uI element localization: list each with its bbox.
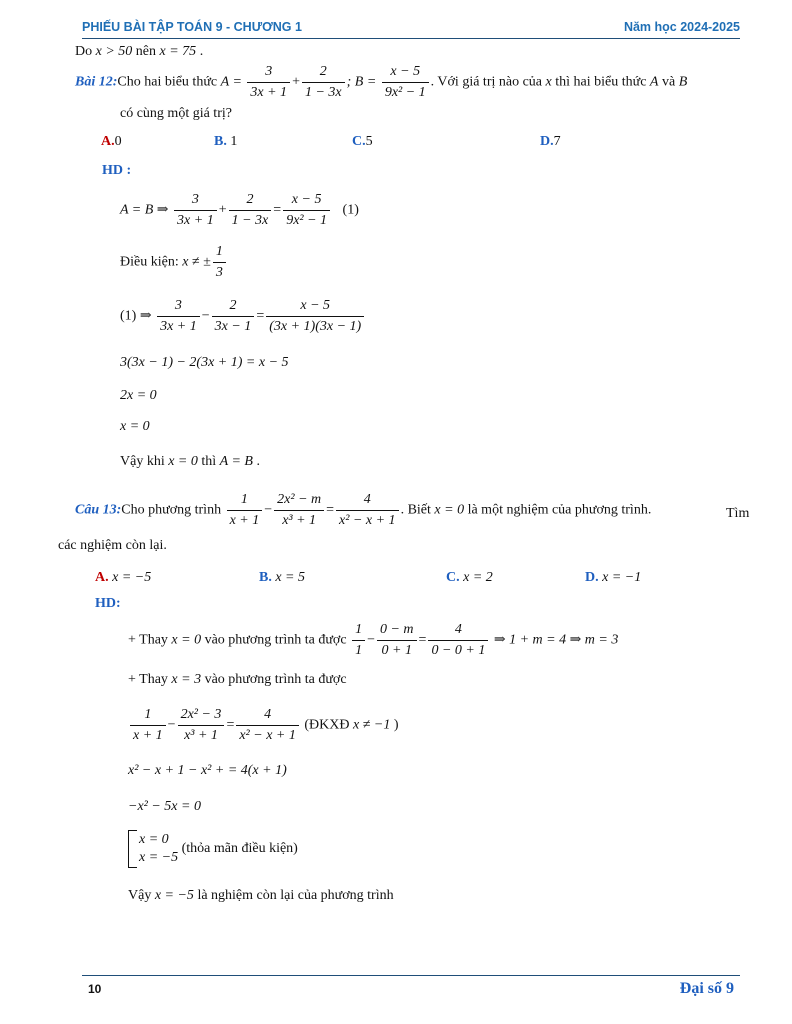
equation-line: 2x = 0 [120, 388, 157, 403]
problem-label: Bài 12: [75, 74, 118, 90]
header-title: PHIẾU BÀI TẬP TOÁN 9 - CHƯƠNG 1 [82, 20, 302, 34]
condition-line: Điều kiện: x ≠ ± $\frac{1}{3}$ [120, 242, 228, 283]
text: thì hai biểu thức [551, 74, 650, 90]
problem-12-statement: Bài 12:Cho hai biểu thức A = $\frac{3}{3x + 1}$ + $\frac{2}{1 - 3x}$ ; B = $\frac{x - 5}{\text{9x² − 1}}$ . Với giá trị nào của x thì hai biểu thức A và B [75, 62, 687, 103]
text: và [658, 74, 679, 90]
page-header [82, 20, 740, 39]
math: ; B = [346, 74, 377, 90]
conclusion-line: Vậy x = −5 là nghiệm còn lại của phương trình [128, 888, 394, 903]
solution-set: x = 0 x = −5 (thỏa mãn điều kiện) [128, 830, 298, 868]
text: . [196, 44, 204, 59]
fraction: $\frac{3}{3x + 1}$ [247, 62, 290, 103]
option-b: B. 1 [214, 134, 238, 149]
page-footer [82, 975, 740, 997]
option-c: C.5 [352, 134, 373, 149]
math: x > 50 [95, 44, 133, 59]
math: A = [220, 74, 242, 90]
text-line [75, 44, 203, 60]
math: A [649, 74, 659, 90]
option-d: D. x = −1 [585, 570, 642, 585]
equation-line: A = B ⇒ $\frac{3}{3x + 1}$ + $\frac{2}{1 - 3x}$ = $\frac{x - 5}{\text{9x² − 1}}$ (1) [120, 192, 359, 228]
text: nên [132, 44, 160, 59]
problem-13-statement: Câu 13:Cho phương trình $\frac{1}{x + 1}$ − $\frac{\text{2x² − m}}{\text{x³ + 1}}$ = $\frac{4}{\text{x² − x + 1}}$ . Biết x = 0 là một nghiệm của phương trình. [75, 492, 652, 528]
math: x [545, 74, 552, 90]
option-b: B. x = 5 [259, 570, 306, 585]
conclusion-line: Vậy khi x = 0 thì A = B . [120, 454, 260, 469]
equation-line: (1) ⇒ $\frac{3}{3x + 1}$ − $\frac{2}{3x - 1}$ = $\frac{x - 5}{(3x + 1)(3x - 1)}$ [120, 296, 366, 337]
problem-label: Câu 13: [75, 502, 122, 518]
hint-label: HD : [102, 163, 132, 178]
fraction: $\frac{2}{1 - 3x}$ [302, 62, 345, 103]
equation-line: x = 0 [120, 419, 150, 434]
text: Tìm [726, 506, 750, 521]
math: x = 75 [159, 44, 197, 59]
option-c: C. x = 2 [446, 570, 493, 585]
fraction: $\frac{x - 5}{\text{9x² − 1}}$ [382, 62, 429, 103]
option-d: D.7 [540, 134, 561, 149]
option-a: A.0 [101, 134, 122, 149]
hint-label: HD: [95, 596, 121, 611]
equation-line: $\frac{1}{x + 1}$ − $\frac{\text{2x² − 3}}{\text{x³ + 1}}$ = $\frac{4}{\text{x² − x + 1}}$ (ĐKXĐ x ≠ −1 ) [128, 705, 399, 746]
page-number: 10 [88, 982, 102, 996]
step-line: + Thay x = 3 vào phương trình ta được [128, 672, 347, 687]
bracket [128, 830, 137, 868]
equation-line: −x² − 5x = 0 [128, 799, 201, 814]
footer-subject: Đại số 9 [679, 980, 734, 997]
option-a: A. x = −5 [95, 570, 152, 585]
math: B [678, 74, 688, 90]
header-year: Năm học 2024-2025 [623, 20, 740, 34]
text-line: có cùng một giá trị? [120, 106, 232, 121]
step-line: + Thay x = 0 vào phương trình ta được $\frac{1}{1}$ − $\frac{0 - m}{0 + 1}$ = $\frac{4}{0 - 0 + 1}$ ⇒ 1 + m = 4 ⇒ m = 3 [128, 622, 619, 658]
text: . Với giá trị nào của [430, 74, 546, 90]
equation-line: x² − x + 1 − x² + = 4(x + 1) [128, 763, 287, 778]
equation-line: 3(3x − 1) − 2(3x + 1) = x − 5 [120, 355, 289, 370]
text-line: các nghiệm còn lại. [58, 538, 167, 553]
text: Cho hai biểu thức [117, 74, 221, 90]
text: Do [75, 44, 93, 59]
